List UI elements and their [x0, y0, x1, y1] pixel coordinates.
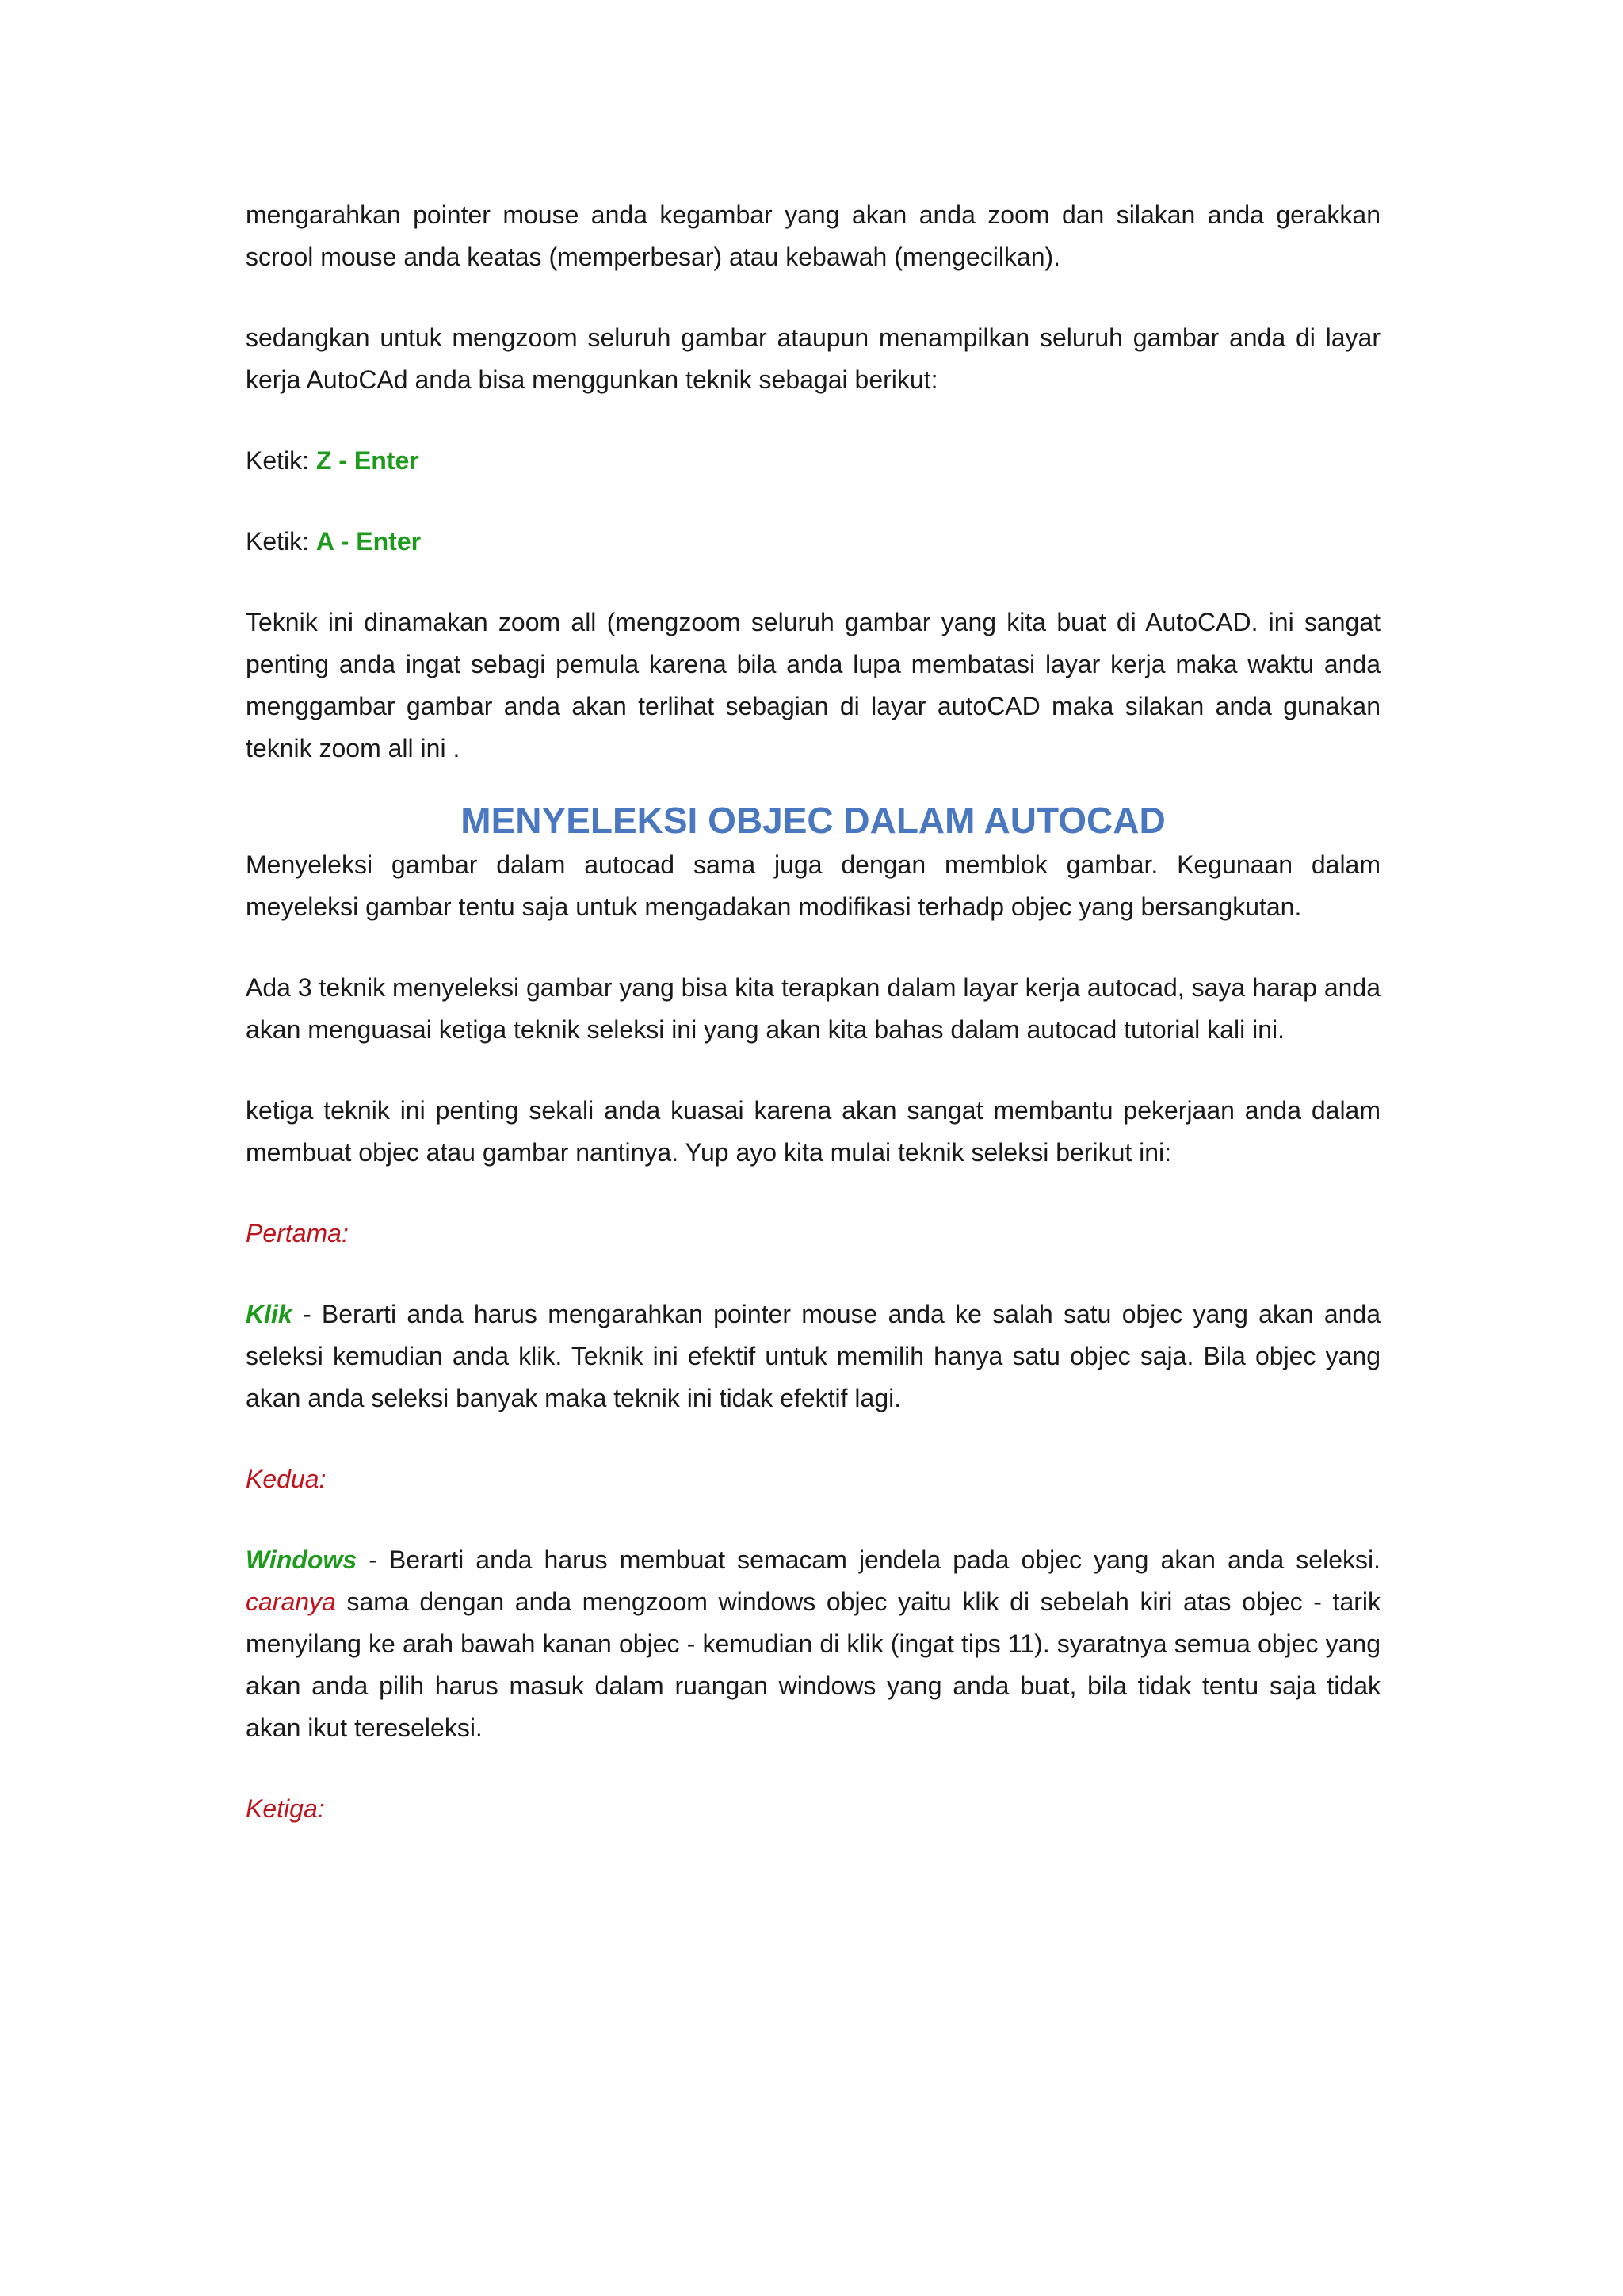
paragraph-three-techniques: Ada 3 teknik menyeleksi gambar yang bisa kita terapkan dalam layar kerja autocad, saya harap anda akan menguasai ketiga teknik seleksi ini yang akan kita bahas dalam autocad tutorial kali ini. [246, 973, 1381, 1044]
command-a-enter: A - Enter [315, 527, 422, 556]
document-page [246, 194, 1381, 1830]
paragraph-klik [246, 1293, 1381, 1419]
paragraph-importance: ketiga teknik ini penting sekali anda kuasai karena akan sangat membantu pekerjaan anda dalam membuat objec atau gambar nantinya. Yup ayo kita mulai teknik seleksi berikut ini: [246, 1096, 1381, 1167]
paragraph-selection-intro: Menyeleksi gambar dalam autocad sama juga dengan memblok gambar. Kegunaan dalam meyeleksi gambar tentu saja untuk mengadakan modifikasi terhadp objec yang bersangkutan. [246, 850, 1381, 921]
label-kedua: Kedua: [246, 1465, 327, 1493]
paragraph-zoom-all-explanation: Teknik ini dinamakan zoom all (mengzoom seluruh gambar yang kita buat di AutoCAD. ini sangat penting anda ingat sebagi pemula karena bila anda lupa membatasi layar kerja maka waktu anda menggambar gambar anda akan terlihat sebagian di layar autoCAD maka silakan anda gunakan teknik zoom all ini . [246, 608, 1381, 762]
term-windows: Windows [246, 1545, 357, 1574]
ketik-label: Ketik: [246, 527, 316, 556]
windows-description-2: sama dengan anda mengzoom windows objec yaitu klik di sebelah kiri atas objec - tarik menyilang ke arah bawah kanan objec - kemudian di klik (ingat tips 11). syaratnya semua objec yang akan anda pilih harus masuk dalam ruangan windows yang anda buat, bila tidak tentu saja tidak akan ikut tereseleksi. [246, 1587, 1381, 1742]
windows-description-1: - Berarti anda harus membuat semacam jendela pada objec yang akan anda seleksi. [357, 1545, 1381, 1574]
term-klik: Klik [246, 1300, 292, 1328]
ketik-a-line [246, 521, 1381, 563]
ketik-label: Ketik: [246, 446, 316, 475]
section-heading: MENYELEKSI OBJEC DALAM AUTOCAD [460, 800, 1166, 841]
label-pertama: Pertama: [246, 1219, 349, 1247]
klik-description: - Berarti anda harus mengarahkan pointer mouse anda ke salah satu objec yang akan anda seleksi kemudian anda klik. Teknik ini efektif untuk memilih hanya satu objec saja. Bila objec yang akan anda seleksi banyak maka teknik ini tidak efektif lagi. [246, 1300, 1381, 1412]
ketik-z-line [246, 440, 1381, 482]
paragraph-zoom-all-intro: sedangkan untuk mengzoom seluruh gambar ataupun menampilkan seluruh gambar anda di layar kerja AutoCAd anda bisa menggunkan teknik sebagai berikut: [246, 323, 1381, 394]
term-caranya: caranya [246, 1587, 336, 1616]
paragraph-windows [246, 1539, 1381, 1749]
label-ketiga: Ketiga: [246, 1794, 325, 1823]
paragraph-zoom-mouse: mengarahkan pointer mouse anda kegambar yang akan anda zoom dan silakan anda gerakkan scrool mouse anda keatas (memperbesar) atau kebawah (mengecilkan). [246, 201, 1381, 271]
command-z-enter: Z - Enter [315, 446, 419, 475]
